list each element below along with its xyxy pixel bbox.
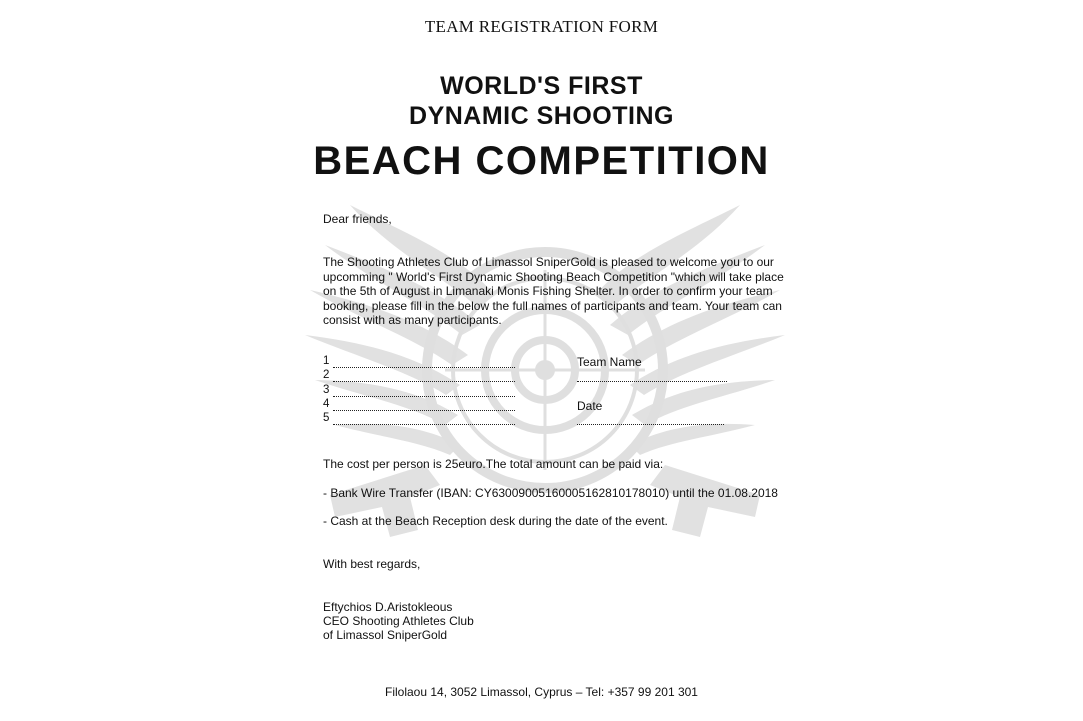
greeting: Dear friends,: [323, 212, 392, 226]
participant-2-field[interactable]: [333, 381, 515, 382]
intro-line: upcomming " World's First Dynamic Shooting Beach Competition "which will take place: [323, 269, 784, 284]
team-name-label: Team Name: [577, 355, 642, 369]
participant-number: 5: [323, 412, 330, 424]
participant-5-field[interactable]: [333, 424, 515, 425]
signature-title: CEO Shooting Athletes Club: [323, 614, 474, 628]
intro-line: consist with as many participants.: [323, 313, 502, 327]
intro-line: booking, please fill in the below the full names of participants and team. Your team can: [323, 298, 782, 313]
intro-paragraph: [323, 255, 783, 328]
closing: With best regards,: [323, 557, 421, 571]
participant-number: 2: [323, 369, 330, 381]
payment-cash: - Cash at the Beach Reception desk during the date of the event.: [323, 514, 668, 528]
form-label: TEAM REGISTRATION FORM: [424, 17, 659, 36]
date-field[interactable]: [577, 424, 724, 425]
participant-number: 1: [323, 355, 330, 367]
participant-1-field[interactable]: [333, 367, 515, 368]
payment-wire-transfer: - Bank Wire Transfer (IBAN: CY63009005160005162810178010) until the 01.08.2018: [323, 486, 778, 500]
date-label: Date: [577, 399, 603, 413]
signature-org: of Limassol SniperGold: [323, 628, 448, 642]
headline-line-2: DYNAMIC SHOOTING: [409, 102, 674, 130]
intro-line: on the 5th of August in Limanaki Monis Fishing Shelter. In order to confirm your team: [323, 284, 773, 298]
participant-number: 3: [323, 384, 330, 396]
intro-line: The Shooting Athletes Club of Limassol SniperGold is pleased to welcome you to our: [323, 255, 774, 269]
cost-line: The cost per person is 25euro.The total amount can be paid via:: [323, 457, 664, 471]
participant-number: 4: [323, 398, 330, 410]
headline-line-1: WORLD'S FIRST: [440, 72, 643, 100]
headline-line-3: BEACH COMPETITION: [313, 139, 770, 183]
signature-name: Eftychios D.Aristokleous: [323, 600, 453, 614]
footer-address: Filolaou 14, 3052 Limassol, Cyprus – Tel: +357 99 201 301: [385, 685, 698, 699]
participant-4-field[interactable]: [333, 410, 515, 411]
participant-3-field[interactable]: [333, 396, 515, 397]
team-name-field[interactable]: [577, 381, 727, 382]
